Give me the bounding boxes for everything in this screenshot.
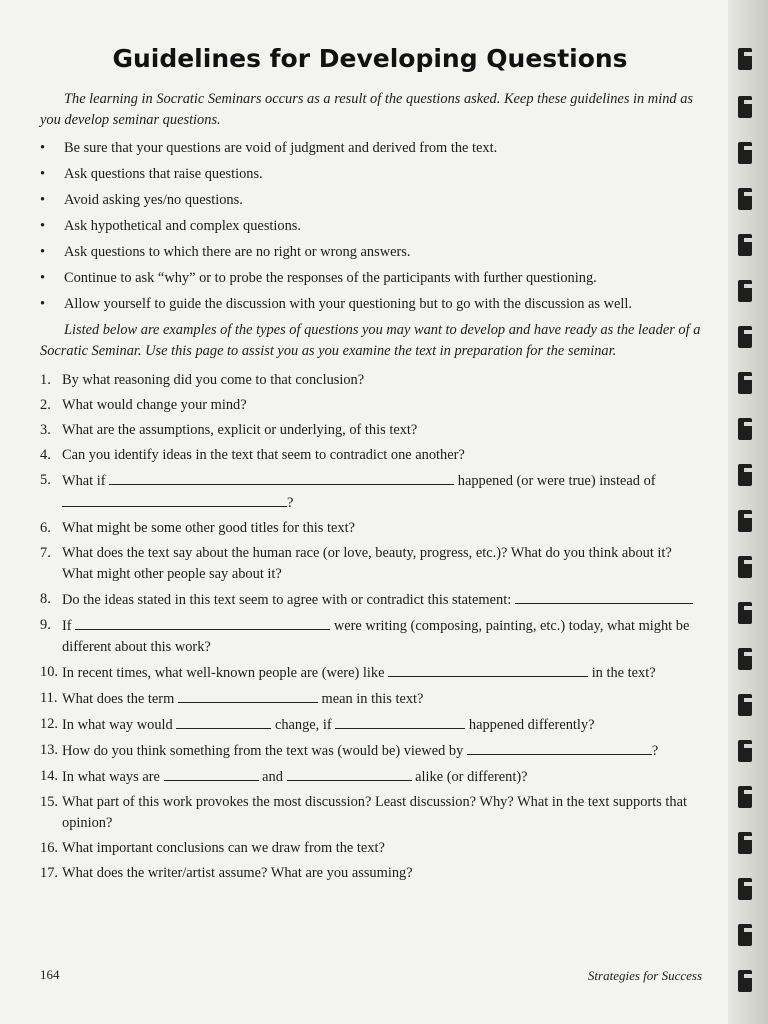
list-item: • Be sure that your questions are void of judgment and derived from the text. (40, 138, 705, 164)
binding-tab (738, 142, 752, 164)
intro-paragraph: The learning in Socratic Seminars occurs as a result of the questions asked. Keep these guidelines in mind as you develop seminar questions. (40, 91, 693, 128)
bullet-icon: • (40, 166, 46, 182)
binding-tab (738, 48, 752, 70)
bullet-icon: • (40, 244, 46, 260)
list-item: • Ask questions to which there are no right or wrong answers. (40, 242, 705, 268)
binding-tab (738, 740, 752, 762)
list-item: • Continue to ask “why” or to probe the responses of the participants with further questioning. (40, 268, 705, 294)
binding-tab (738, 510, 752, 532)
question-item: 3. What are the assumptions, explicit or underlying, of this text? (40, 422, 418, 438)
question-item: 10. In recent times, what well-known people are (were) like in the text? (40, 664, 656, 681)
fill-blank (75, 615, 330, 630)
list-item: • Ask questions that raise questions. (40, 164, 705, 190)
question-item: 14. In what ways are and alike (or different)? (40, 768, 528, 785)
examples-intro: Listed below are examples of the types of questions you may want to develop and have ready as the leader of a Socratic Seminar. Use this page to assist you as you examine the text in preparation for the seminar. (40, 322, 701, 359)
fill-blank (176, 714, 271, 729)
fill-blank (515, 589, 693, 604)
question-item: 4. Can you identify ideas in the text that seem to contradict one another? (40, 447, 465, 463)
binding-tab (738, 326, 752, 348)
question-item: 2. What would change your mind? (40, 397, 247, 413)
binding-tab (738, 418, 752, 440)
question-item: 5. What if happened (or were true) instead of ? (40, 472, 656, 511)
binding-tab (738, 832, 752, 854)
list-item: • Ask hypothetical and complex questions. (40, 216, 705, 242)
binding-tab (738, 188, 752, 210)
question-item: 9. If were writing (composing, painting, etc.) today, what might be different about this work? (40, 617, 690, 655)
binding-tab (738, 786, 752, 808)
binding-tab (738, 464, 752, 486)
question-item: 13. How do you think something from the text was (would be) viewed by ? (40, 742, 659, 759)
binding-tab (738, 372, 752, 394)
binding-tab (738, 970, 752, 992)
binding-tab (738, 878, 752, 900)
list-item: • Avoid asking yes/no questions. (40, 190, 705, 216)
fill-blank (388, 662, 588, 677)
question-item: 8. Do the ideas stated in this text seem to agree with or contradict this statement: (40, 589, 700, 611)
spiral-binding (728, 0, 768, 1024)
guidelines-list (40, 138, 705, 320)
fill-blank (178, 688, 318, 703)
question-item: 11. What does the term mean in this text? (40, 690, 424, 707)
binding-tab (738, 924, 752, 946)
question-item: 12. In what way would change, if happened differently? (40, 716, 595, 733)
question-item: 15. What part of this work provokes the most discussion? Least discussion? Why? What in the text supports that opinion? (40, 794, 687, 831)
question-item: 6. What might be some other good titles for this text? (40, 520, 355, 536)
page-number: 164 (40, 967, 60, 982)
question-item: 16. What important conclusions can we draw from the text? (40, 840, 385, 856)
bullet-icon: • (40, 140, 46, 156)
bullet-icon: • (40, 296, 46, 312)
binding-tab (738, 96, 752, 118)
binding-tab (738, 280, 752, 302)
binding-tab (738, 648, 752, 670)
fill-blank (335, 714, 465, 729)
question-item: 1. By what reasoning did you come to that conclusion? (40, 372, 365, 388)
binding-tab (738, 694, 752, 716)
binding-tab (738, 602, 752, 624)
question-item: 7. What does the text say about the human race (or love, beauty, progress, etc.)? What do you think about it? What might other people say about it? (40, 545, 672, 582)
running-footer: Strategies for Success (587, 968, 702, 983)
bullet-icon: • (40, 270, 46, 286)
binding-tab (738, 234, 752, 256)
bullet-icon: • (40, 192, 46, 208)
fill-blank (287, 766, 412, 781)
fill-blank (164, 766, 259, 781)
fill-blank (467, 740, 652, 755)
list-item: • Allow yourself to guide the discussion with your questioning but to go with the discussion as well. (40, 294, 705, 320)
binding-tab (738, 556, 752, 578)
question-list (40, 370, 700, 888)
fill-blank (62, 492, 287, 507)
fill-blank (109, 470, 454, 485)
question-item: 17. What does the writer/artist assume? What are you assuming? (40, 865, 413, 881)
bullet-icon: • (40, 218, 46, 234)
page-title: Guidelines for Developing Questions (112, 44, 628, 73)
